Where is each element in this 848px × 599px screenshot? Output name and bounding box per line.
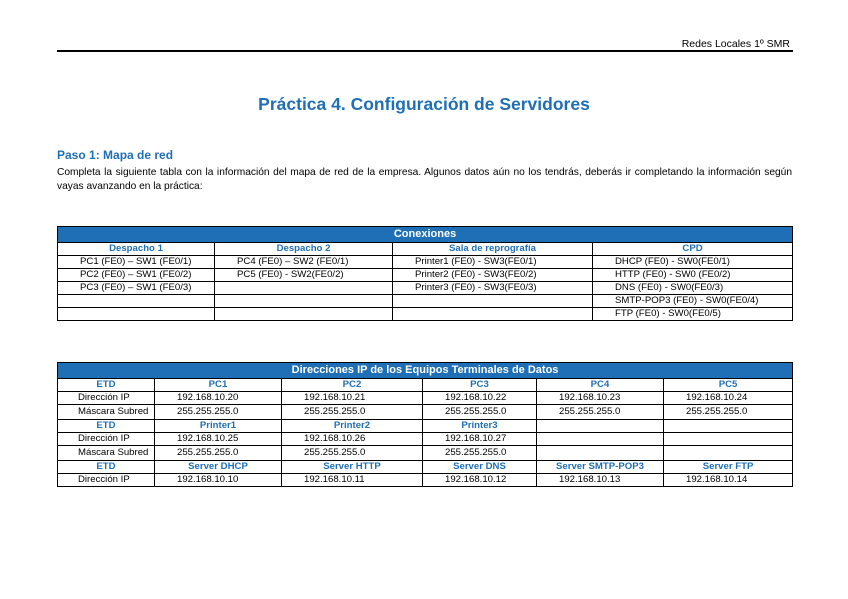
table-cell: 192.168.10.20 [155, 392, 282, 405]
table-cell: 192.168.10.26 [282, 433, 423, 446]
col-header-printer2: Printer2 [282, 420, 423, 433]
col-header-reprografia: Sala de reprografía [393, 243, 593, 256]
header-rule [57, 50, 793, 52]
table-cell: 192.168.10.21 [282, 392, 423, 405]
ip-table-title: Direcciones IP de los Equipos Terminales de Datos [58, 363, 793, 379]
table-row [58, 392, 793, 405]
table-cell [664, 446, 793, 461]
table-cell: 255.255.255.0 [155, 405, 282, 420]
col-header-empty [537, 420, 664, 433]
table-cell: Printer3 (FE0) - SW3(FE0/3) [393, 282, 593, 295]
table-cell: 192.168.10.11 [282, 474, 423, 487]
ip-header-row [58, 379, 793, 392]
col-header-pc5: PC5 [664, 379, 793, 392]
col-header-printer1: Printer1 [155, 420, 282, 433]
table-cell: 192.168.10.14 [664, 474, 793, 487]
col-header-server-smtp-pop3: Server SMTP-POP3 [537, 461, 664, 474]
ip-label: Dirección IP [58, 474, 155, 487]
table-cell: 192.168.10.24 [664, 392, 793, 405]
table-cell [215, 308, 393, 321]
col-header-server-ftp: Server FTP [664, 461, 793, 474]
table-row [58, 282, 793, 295]
table-cell [537, 446, 664, 461]
connections-header-row [58, 243, 793, 256]
ip-label: Dirección IP [58, 433, 155, 446]
table-row [58, 269, 793, 282]
ip-addresses-table [57, 362, 793, 487]
table-cell: DHCP (FE0) - SW0(FE0/1) [593, 256, 793, 269]
table-cell: SMTP-POP3 (FE0) - SW0(FE0/4) [593, 295, 793, 308]
col-header-server-dns: Server DNS [423, 461, 537, 474]
table-cell: 192.168.10.22 [423, 392, 537, 405]
table-cell: PC1 (FE0) – SW1 (FE0/1) [58, 256, 215, 269]
col-header-despacho1: Despacho 1 [58, 243, 215, 256]
ip-label: Dirección IP [58, 392, 155, 405]
table-row [58, 474, 793, 487]
table-row [58, 405, 793, 420]
col-header-despacho2: Despacho 2 [215, 243, 393, 256]
table-cell: 192.168.10.12 [423, 474, 537, 487]
table-cell: 255.255.255.0 [282, 405, 423, 420]
col-header-server-http: Server HTTP [282, 461, 423, 474]
col-header-pc1: PC1 [155, 379, 282, 392]
table-cell [393, 308, 593, 321]
table-cell: 255.255.255.0 [664, 405, 793, 420]
table-row [58, 295, 793, 308]
table-cell: PC5 (FE0) - SW2(FE0/2) [215, 269, 393, 282]
table-cell: FTP (FE0) - SW0(FE0/5) [593, 308, 793, 321]
table-cell: PC4 (FE0) – SW2 (FE0/1) [215, 256, 393, 269]
connections-table [57, 226, 793, 321]
ip-header-row [58, 461, 793, 474]
document-title: Práctica 4. Configuración de Servidores [258, 94, 590, 114]
table-cell: 192.168.10.10 [155, 474, 282, 487]
step1-paragraph: Completa la siguiente tabla con la información del mapa de red de la empresa. Algunos datos aún no los tendrás, deberás ir completando la información según vayas avanzando en la práctica: [57, 167, 792, 192]
table-row [58, 446, 793, 461]
page-header-text: Redes Locales 1º SMR [681, 38, 790, 50]
etd-label: ETD [58, 420, 155, 433]
table-row [58, 308, 793, 321]
table-cell: 192.168.10.13 [537, 474, 664, 487]
table-cell [215, 282, 393, 295]
mask-label: Máscara Subred [58, 405, 155, 420]
col-header-pc3: PC3 [423, 379, 537, 392]
col-header-pc4: PC4 [537, 379, 664, 392]
table-cell [393, 295, 593, 308]
table-cell: Printer2 (FE0) - SW3(FE0/2) [393, 269, 593, 282]
table-cell: PC3 (FE0) – SW1 (FE0/3) [58, 282, 215, 295]
table-cell: 192.168.10.23 [537, 392, 664, 405]
table-cell: DNS (FE0) - SW0(FE0/3) [593, 282, 793, 295]
ip-header-row [58, 420, 793, 433]
table-row [58, 256, 793, 269]
table-cell: HTTP (FE0) - SW0 (FE0/2) [593, 269, 793, 282]
table-cell [664, 433, 793, 446]
table-cell: 255.255.255.0 [423, 405, 537, 420]
table-cell: 192.168.10.25 [155, 433, 282, 446]
table-cell [58, 295, 215, 308]
table-cell: 192.168.10.27 [423, 433, 537, 446]
table-cell: 255.255.255.0 [282, 446, 423, 461]
col-header-cpd: CPD [593, 243, 793, 256]
table-cell [537, 433, 664, 446]
mask-label: Máscara Subred [58, 446, 155, 461]
table-cell: 255.255.255.0 [537, 405, 664, 420]
col-header-printer3: Printer3 [423, 420, 537, 433]
table-cell [215, 295, 393, 308]
col-header-empty [664, 420, 793, 433]
col-header-server-dhcp: Server DHCP [155, 461, 282, 474]
table-cell: Printer1 (FE0) - SW3(FE0/1) [393, 256, 593, 269]
table-row [58, 433, 793, 446]
col-header-pc2: PC2 [282, 379, 423, 392]
table-cell: 255.255.255.0 [155, 446, 282, 461]
connections-title: Conexiones [58, 227, 793, 243]
etd-label: ETD [58, 379, 155, 392]
etd-label: ETD [58, 461, 155, 474]
step1-heading: Paso 1: Mapa de red [57, 148, 174, 162]
table-cell: PC2 (FE0) – SW1 (FE0/2) [58, 269, 215, 282]
table-cell: 255.255.255.0 [423, 446, 537, 461]
table-cell [58, 308, 215, 321]
